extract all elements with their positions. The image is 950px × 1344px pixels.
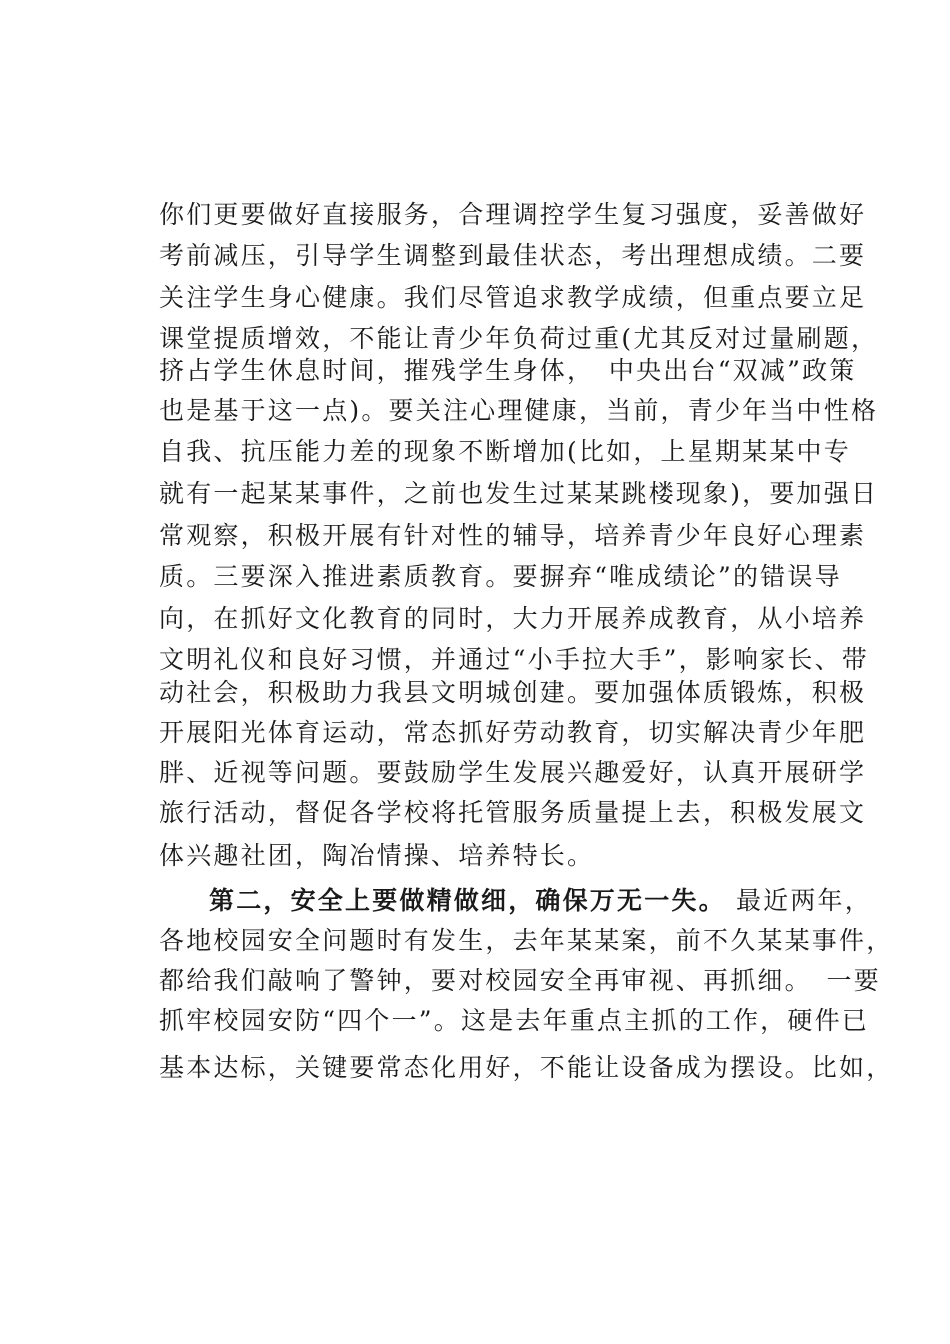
body-text-line: 向，在抓好文化教育的同时，大力开展养成教育，从小培养 — [159, 604, 867, 633]
body-text-line: 动社会，积极助力我县文明城创建。要加强体质锻炼，积极 — [159, 678, 867, 707]
body-text-line: 你们更要做好直接服务，合理调控学生复习强度，妥善做好 — [159, 200, 867, 229]
body-text-line: 课堂提质增效，不能让青少年负荷过重(尤其反对过量刷题， — [159, 324, 879, 353]
body-text-line: 也是基于这一点)。要关注心理健康，当前，青少年当中性格 — [159, 396, 879, 425]
body-text-line: 各地校园安全问题时有发生，去年某某案，前不久某某事件， — [159, 926, 894, 955]
body-text-line: 体兴趣社团，陶冶情操、培养特长。 — [159, 841, 595, 870]
body-text-line: 都给我们敲响了警钟，要对校园安全再审视、再抓细。 一要 — [159, 966, 881, 995]
body-text-line: 抓牢校园安防“四个一”。这是去年重点主抓的工作，硬件已 — [159, 1006, 869, 1035]
body-text-line: 关注学生身心健康。我们尽管追求教学成绩，但重点要立足 — [159, 283, 867, 312]
section-heading-line — [209, 881, 872, 921]
body-text-line: 文明礼仪和良好习惯，并通过“小手拉大手”，影响家长、带 — [159, 645, 869, 674]
body-text-line: 就有一起某某事件，之前也发生过某某跳楼现象)，要加强日 — [159, 479, 879, 508]
body-text-line: 自我、抗压能力差的现象不断增加(比如，上星期某某中专 — [159, 437, 851, 466]
section-heading: 第二，安全上要做精做细，确保万无一失。 — [209, 886, 726, 915]
body-text-line: 常观察，积极开展有针对性的辅导，培养青少年良好心理素 — [159, 521, 867, 550]
body-text-segment: 最近两年， — [725, 886, 872, 915]
body-text-line: 基本达标，关键要常态化用好，不能让设备成为摆设。比如， — [159, 1053, 894, 1082]
body-text-line: 胖、近视等问题。要鼓励学生发展兴趣爱好，认真开展研学 — [159, 758, 867, 787]
body-text-line: 挤占学生休息时间，摧残学生身体， 中央出台“双减”政策 — [159, 356, 857, 385]
body-text-line: 旅行活动，督促各学校将托管服务质量提上去，积极发展文 — [159, 798, 867, 827]
body-text-line: 考前减压，引导学生调整到最佳状态，考出理想成绩。二要 — [159, 241, 867, 270]
body-text-line: 质。三要深入推进素质教育。要摒弃“唯成绩论”的错误导 — [159, 562, 842, 591]
body-text-line: 开展阳光体育运动，常态抓好劳动教育，切实解决青少年肥 — [159, 718, 867, 747]
